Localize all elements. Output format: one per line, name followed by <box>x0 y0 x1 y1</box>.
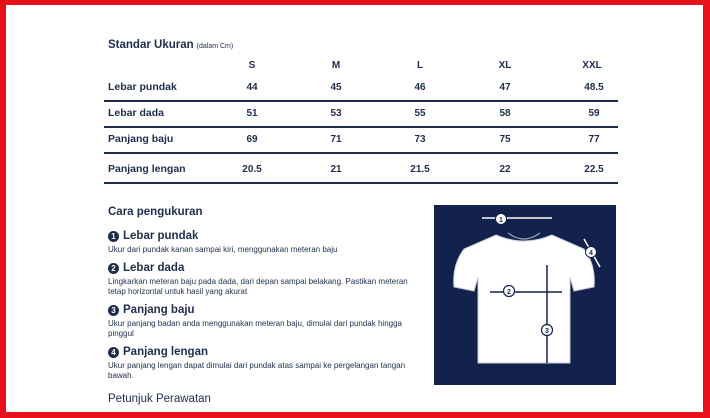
cell-value: 71 <box>330 134 342 145</box>
table-row <box>104 128 618 154</box>
cell-value: 21.5 <box>410 164 430 175</box>
size-chart-title <box>108 39 233 51</box>
size-header-xxl: XXL <box>582 60 602 71</box>
table-row <box>104 76 618 102</box>
cell-value: 77 <box>588 134 600 145</box>
cell-value: 21 <box>330 164 342 175</box>
step-number-icon: 1 <box>108 231 119 242</box>
tshirt-icon <box>434 205 616 385</box>
cell-value: 44 <box>246 82 258 93</box>
step-number-icon: 2 <box>108 263 119 274</box>
step-title: Panjang baju <box>123 304 195 316</box>
cell-value: 59 <box>588 108 600 119</box>
marker-1-icon: 1 <box>499 217 503 224</box>
cell-value: 20.5 <box>242 164 262 175</box>
title-unit: (dalam Cm) <box>196 43 234 50</box>
size-header-l: L <box>416 60 424 71</box>
step-number-icon: 3 <box>108 305 119 316</box>
row-label: Lebar dada <box>108 107 165 119</box>
cell-value: 53 <box>330 108 342 119</box>
measure-step <box>108 262 418 297</box>
step-title: Lebar dada <box>123 262 185 274</box>
cell-value: 55 <box>414 108 426 119</box>
cell-value: 45 <box>330 82 342 93</box>
step-title: Lebar pundak <box>123 230 199 242</box>
tshirt-measurement-diagram <box>434 205 616 385</box>
size-header-m: M <box>331 60 341 71</box>
measure-step <box>108 346 418 381</box>
cell-value: 46 <box>414 82 426 93</box>
row-label: Panjang baju <box>108 133 174 145</box>
measure-step <box>108 304 418 339</box>
size-header-s: S <box>248 60 256 71</box>
cell-value: 47 <box>499 82 511 93</box>
cell-value: 58 <box>499 108 511 119</box>
marker-4-icon: 4 <box>589 250 593 257</box>
step-description: Ukur panjang badan anda menggunakan meteran baju, dimulai dari pundak hingga pinggul <box>108 319 402 338</box>
step-description: Ukur panjang lengan dapat dimulai dari pundak atas sampai ke pergelangan tangan bawah. <box>108 361 406 380</box>
how-to-measure-title: Cara pengukuran <box>108 206 203 218</box>
step-number-icon: 4 <box>108 347 119 358</box>
cell-value: 75 <box>499 134 511 145</box>
title-text: Standar Ukuran <box>108 39 194 51</box>
step-description: Ukur dari pundak kanan sampai kiri, menggunakan meteran baju <box>108 245 338 254</box>
table-row <box>104 102 618 128</box>
step-title: Panjang lengan <box>123 346 208 358</box>
table-row <box>104 158 618 184</box>
cell-value: 73 <box>414 134 426 145</box>
cell-value: 48.5 <box>584 82 604 93</box>
cell-value: 51 <box>246 108 258 119</box>
step-description: Lingkarkan meteran baju pada dada, dari depan sampai belakang. Pastikan meteran tetap horizontal untuk hasil yang akurat <box>108 277 408 296</box>
cell-value: 22.5 <box>584 164 604 175</box>
cell-value: 22 <box>499 164 511 175</box>
cell-value: 69 <box>246 134 258 145</box>
row-label: Lebar pundak <box>108 81 177 93</box>
size-header-xl: XL <box>498 60 512 71</box>
marker-2-icon: 2 <box>507 289 511 296</box>
measure-step <box>108 230 418 255</box>
care-instructions-title: Petunjuk Perawatan <box>108 393 211 405</box>
row-label: Panjang lengan <box>108 163 186 175</box>
marker-3-icon: 3 <box>545 328 549 335</box>
